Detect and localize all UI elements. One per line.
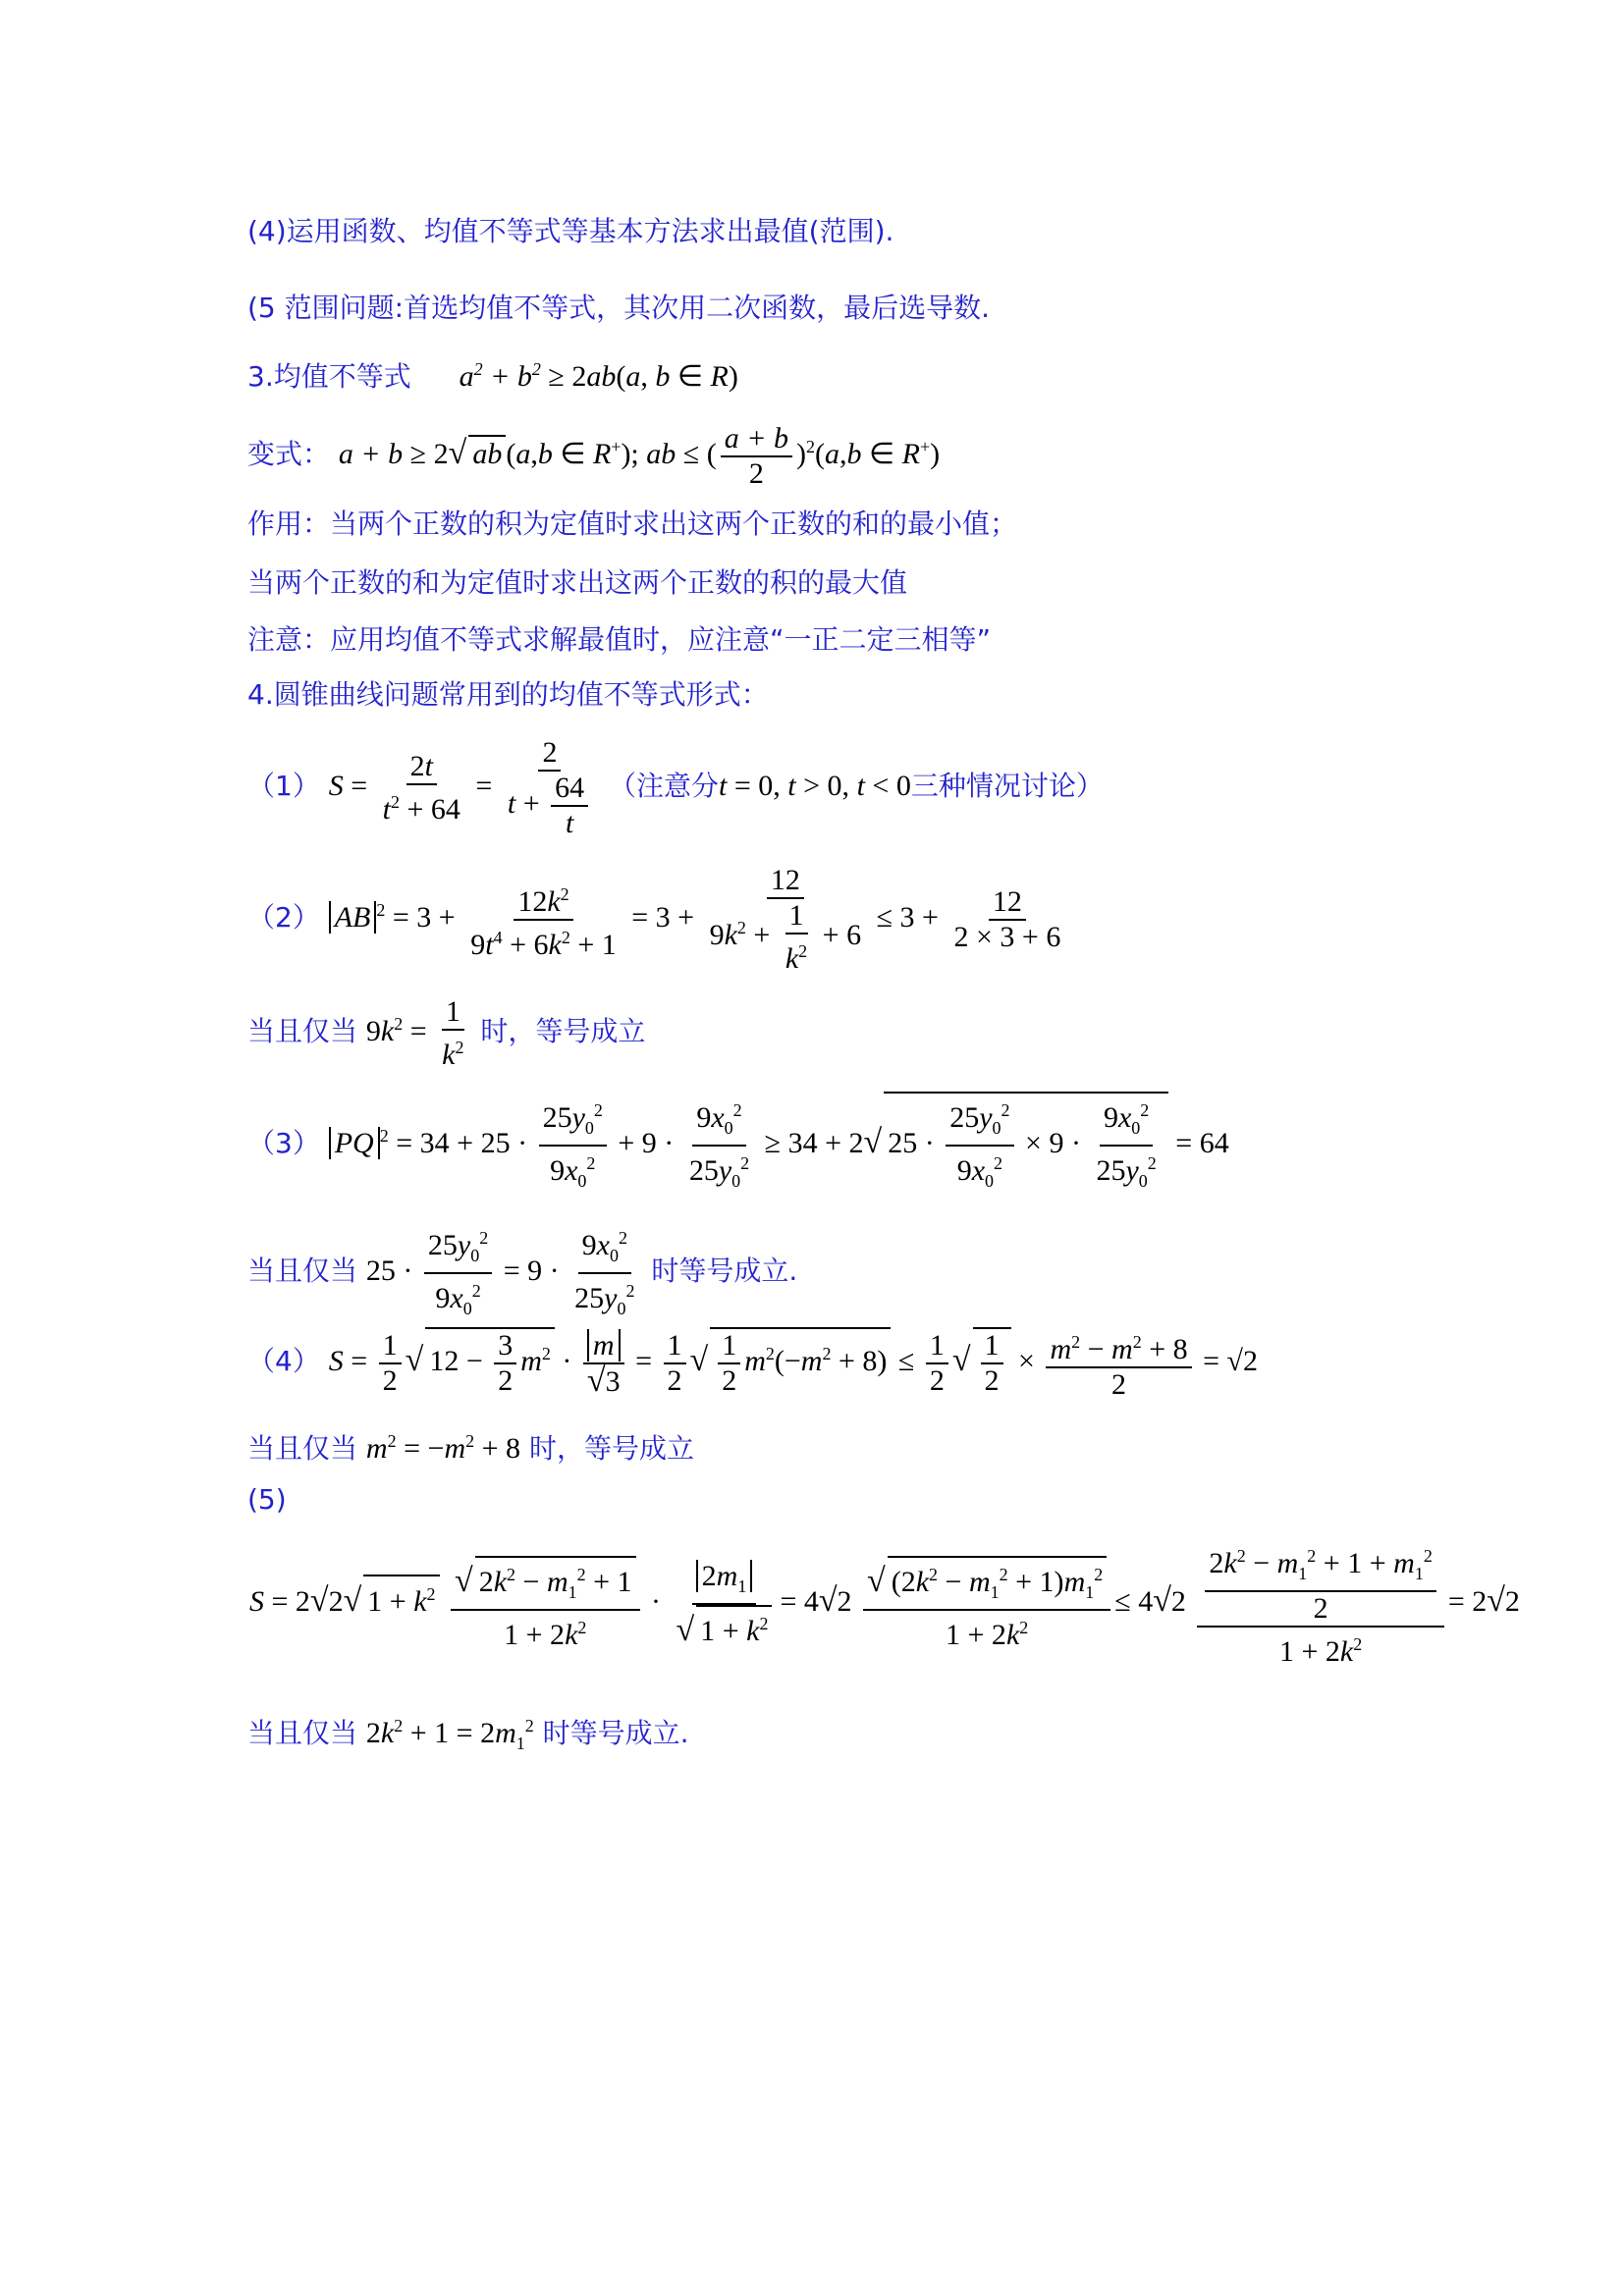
example-2-formula: AB $^2$ = 3 + $\frac{12k^2}{9t^4 + 6k^2 + 1}$ = 3 + 12 $9k^2$ + $\frac{1}{k^2}$ + 6 ≤ 3 + $\frac{12}{2 \times 3 + 6}$	[329, 901, 1069, 934]
method-step-5: (5 范围问题:首选均值不等式，其次用二次函数，最后选导数.	[247, 292, 990, 324]
conic-heading: 4.圆锥曲线问题常用到的均值不等式形式：	[247, 678, 769, 711]
variant-line: 变式： a + b ≥ 2√ ab (a,b ∈ R+); ab ≤ ( $\frac{a + b}{2}$ )$^2$(a,b ∈ R+)	[247, 422, 941, 490]
equality-5: 当且仅当 $2k^2 + 1 = 2m_1^2$ 时等号成立.	[247, 1716, 689, 1753]
variant-formula: a + b ≥ 2√ ab (a,b ∈ R+); ab ≤ ( $\frac{a + b}{2}$ )$^2$(a,b ∈ R+)	[338, 422, 941, 490]
example-1-formula: S = $\frac{2t}{t^2 + 64}$ = 2 t + $\frac{64}{t}$	[329, 770, 600, 802]
example-2: （2） AB $^2$ = 3 + $\frac{12k^2}{9t^4 + 6k^2 + 1}$ = 3 + 12 $9k^2$ + $\frac{1}{k^2}$ + 6 ≤ 3 + $\frac{12}{2 \times 3 + 6}$	[247, 864, 1068, 976]
example-4-formula: S = $\frac{1}{2}$ √ 12 − $\frac{3}{2}$ $m^2$ · $\frac{m}{√3}$ = $\frac{1}{2}$ √ $\frac{1}{2}$ $m^2(-m^2 + 8)$ ≤ $\frac{1}{2}$ √ $\frac{1}{2}$ × $\frac{m^2 - m^2 + 8}{2}$ = √2	[329, 1345, 1258, 1377]
example-5-formula: S = 2√2√ $1 + k^2$ $\frac{√ 2k^2 - m_1^2 + 1}{1 + 2k^2}$ · $\frac{2m_1}{√ 1 + k^2}$ = 4√2 $\frac{√ (2k^2 - m_1^2 + 1)m_1^2}{1 + 2k^2}$ ≤ 4√2 $\frac{\frac{2k^2 - m_1^2 + 1 + m_1^2}{2}}{1 + 2k^2}$ = 2√2	[249, 1539, 1520, 1669]
mean-inequality-heading: 3.均值不等式 $a^2 + b^2 \ge 2ab(a$, b ∈ R)	[247, 359, 738, 393]
equality-3: 当且仅当 25 · $\frac{25y_0^2}{9x_0^2}$ = 9 · $\frac{9x_0^2}{25y_0^2}$ 时等号成立.	[247, 1221, 797, 1325]
note-line: 注意：应用均值不等式求解最值时，应注意“一正二定三相等”	[247, 623, 992, 656]
mean-inequality-formula: $a^2 + b^2 \ge 2ab(a$, b ∈ R)	[459, 359, 738, 393]
method-step-4: (4)运用函数、均值不等式等基本方法求出最值(范围).	[247, 215, 894, 247]
usage-line-1: 作用：当两个正数的积为定值时求出这两个正数的和的最小值；	[247, 507, 1018, 540]
example-1: （1） S = $\frac{2t}{t^2 + 64}$ = 2 t + $\frac{64}{t}$ （注意分t = 0, t > 0, t < 0三种情况讨论）	[247, 736, 1104, 839]
equality-4: 当且仅当 $m^2 = -m^2 + 8$ 时，等号成立	[247, 1431, 694, 1465]
example-3: （3） PQ $^2$ = 34 + 25 · $\frac{25y_0^2}{9x_0^2}$ + 9 · $\frac{9x_0^2}{25y_0^2}$ ≥ 34 + 2√ 25 · $\frac{25y_0^2}{9x_0^2}$ × 9 · $\frac{9x_0^2}{25y_0^2}$ = 64	[247, 1092, 1229, 1198]
equality-2: 当且仅当 $9k^2$ = $\frac{1}{k^2}$ 时，等号成立	[247, 995, 646, 1071]
example-5-label: (5)	[247, 1483, 287, 1516]
usage-line-2: 当两个正数的和为定值时求出这两个正数的积的最大值	[247, 566, 908, 599]
example-3-formula: PQ $^2$ = 34 + 25 · $\frac{25y_0^2}{9x_0^2}$ + 9 · $\frac{9x_0^2}{25y_0^2}$ ≥ 34 + 2√ 25 · $\frac{25y_0^2}{9x_0^2}$ × 9 · $\frac{9x_0^2}{25y_0^2}$ = 64	[329, 1127, 1229, 1159]
example-4: （4） S = $\frac{1}{2}$ √ 12 − $\frac{3}{2}$ $m^2$ · $\frac{m}{√3}$ = $\frac{1}{2}$ √ $\frac{1}{2}$ $m^2(-m^2 + 8)$ ≤ $\frac{1}{2}$ √ $\frac{1}{2}$ × $\frac{m^2 - m^2 + 8}{2}$ = √2	[247, 1325, 1258, 1402]
